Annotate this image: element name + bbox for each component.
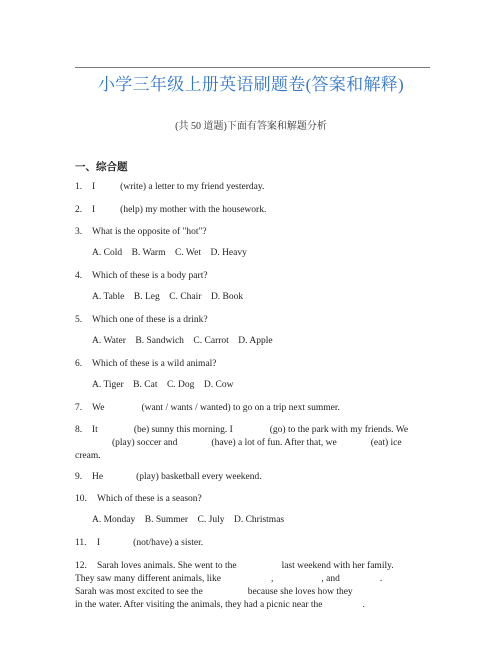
page-subtitle: (共 50 道题)下面有答案和解题分析 — [175, 121, 327, 132]
page-title: 小学三年级上册英语刷题卷(答案和解释) — [97, 75, 405, 94]
question-number: 10. — [75, 494, 87, 504]
question-6: 6. Which of these is a wild animal? — [75, 359, 217, 369]
question-number: 7. — [75, 403, 83, 413]
question-number: 1. — [75, 182, 83, 192]
question-12: 12. Sarah loves animals. She went to the last weekend with her family. They saw many different animals, like , , and . Sarah was most excited to see the because she loves how they in the water. After visiting the animals, they had a picnic near the . — [75, 561, 394, 610]
question-number: 11. — [75, 538, 87, 548]
question-11: 11. I (not/have) a sister. — [75, 538, 204, 548]
question-5: 5. Which one of these is a drink? — [75, 315, 208, 325]
question-10-options: A. Monday B. Summer C. July D. Christmas — [92, 515, 285, 525]
question-6-options: A. Tiger B. Cat C. Dog D. Cow — [92, 380, 234, 390]
question-number: 4. — [75, 271, 83, 281]
question-number: 3. — [75, 227, 83, 237]
question-8: 8. It (be) sunny this morning. I (go) to the park with my friends. We (play) soccer and (have) a lot of fun. After that, we (eat) ice cream. — [75, 425, 409, 461]
question-1: 1. I (write) a letter to my friend yesterday. — [75, 182, 265, 192]
question-2: 2. I (help) my mother with the housework. — [75, 205, 267, 215]
header-rule — [75, 67, 430, 68]
question-7: 7. We (want / wants / wanted) to go on a trip next summer. — [75, 403, 340, 413]
question-3-options: A. Cold B. Warm C. Wet D. Heavy — [92, 248, 247, 258]
question-9: 9. He (play) basketball every weekend. — [75, 472, 262, 482]
question-number: 8. — [75, 425, 83, 435]
question-4: 4. Which of these is a body part? — [75, 271, 208, 281]
question-number: 12. — [75, 561, 87, 571]
question-4-options: A. Table B. Leg C. Chair D. Book — [92, 292, 244, 302]
question-number: 2. — [75, 205, 83, 215]
question-5-options: A. Water B. Sandwich C. Carrot D. Apple — [92, 336, 273, 346]
question-10: 10. Which of these is a season? — [75, 494, 202, 504]
section-heading: 一、综合题 — [75, 161, 128, 173]
question-number: 5. — [75, 315, 83, 325]
question-3: 3. What is the opposite of "hot"? — [75, 227, 207, 237]
question-number: 9. — [75, 472, 83, 482]
question-number: 6. — [75, 359, 83, 369]
